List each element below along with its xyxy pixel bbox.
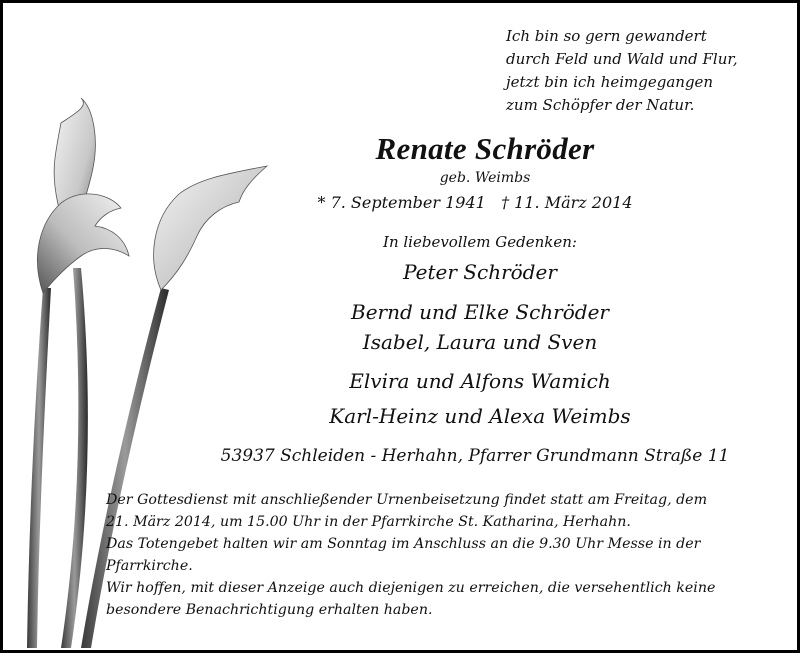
info-line: Der Gottesdienst mit anschließender Urnenbeisetzung findet statt am Freitag, dem — [106, 492, 708, 508]
mourner-line: Peter Schröder — [403, 260, 557, 284]
lily-flower-left — [37, 194, 129, 293]
stem-left — [27, 288, 51, 648]
poem — [506, 25, 786, 117]
info-line: 21. März 2014, um 15.00 Uhr in der Pfarrkirche St. Katharina, Herhahn. — [106, 514, 631, 530]
info-line: besondere Benachrichtigung erhalten haben. — [106, 602, 433, 618]
info-line: Das Totengebet halten wir am Sonntag im Anschluss an die 9.30 Uhr Messe in der — [106, 536, 701, 552]
mourner-line: Karl-Heinz und Alexa Weimbs — [329, 404, 631, 428]
family-address: 53937 Schleiden - Herhahn, Pfarrer Grundmann Straße 11 — [220, 446, 730, 466]
mourner-line: Bernd und Elke Schröder — [351, 300, 609, 324]
deceased-name: Renate Schröder — [375, 131, 595, 166]
poem-line: jetzt bin ich heimgegangen — [506, 73, 714, 91]
mourner-line: Isabel, Laura und Sven — [362, 330, 598, 354]
info-line: Pfarrkirche. — [106, 558, 193, 574]
service-information — [106, 489, 786, 621]
info-line: Wir hoffen, mit dieser Anzeige auch diejenigen zu erreichen, die versehentlich keine — [106, 580, 716, 596]
poem-line: durch Feld und Wald und Flur, — [506, 50, 738, 68]
life-dates: * 7. September 1941 † 11. März 2014 — [317, 193, 633, 212]
stem-middle — [61, 268, 88, 648]
birth-name: geb. Weimbs — [439, 170, 531, 186]
mourners-intro: In liebevollem Gedenken: — [383, 233, 577, 251]
poem-line: Ich bin so gern gewandert — [506, 27, 707, 45]
mourner-line: Elvira und Alfons Wamich — [349, 369, 611, 393]
poem-line: zum Schöpfer der Natur. — [506, 96, 695, 114]
